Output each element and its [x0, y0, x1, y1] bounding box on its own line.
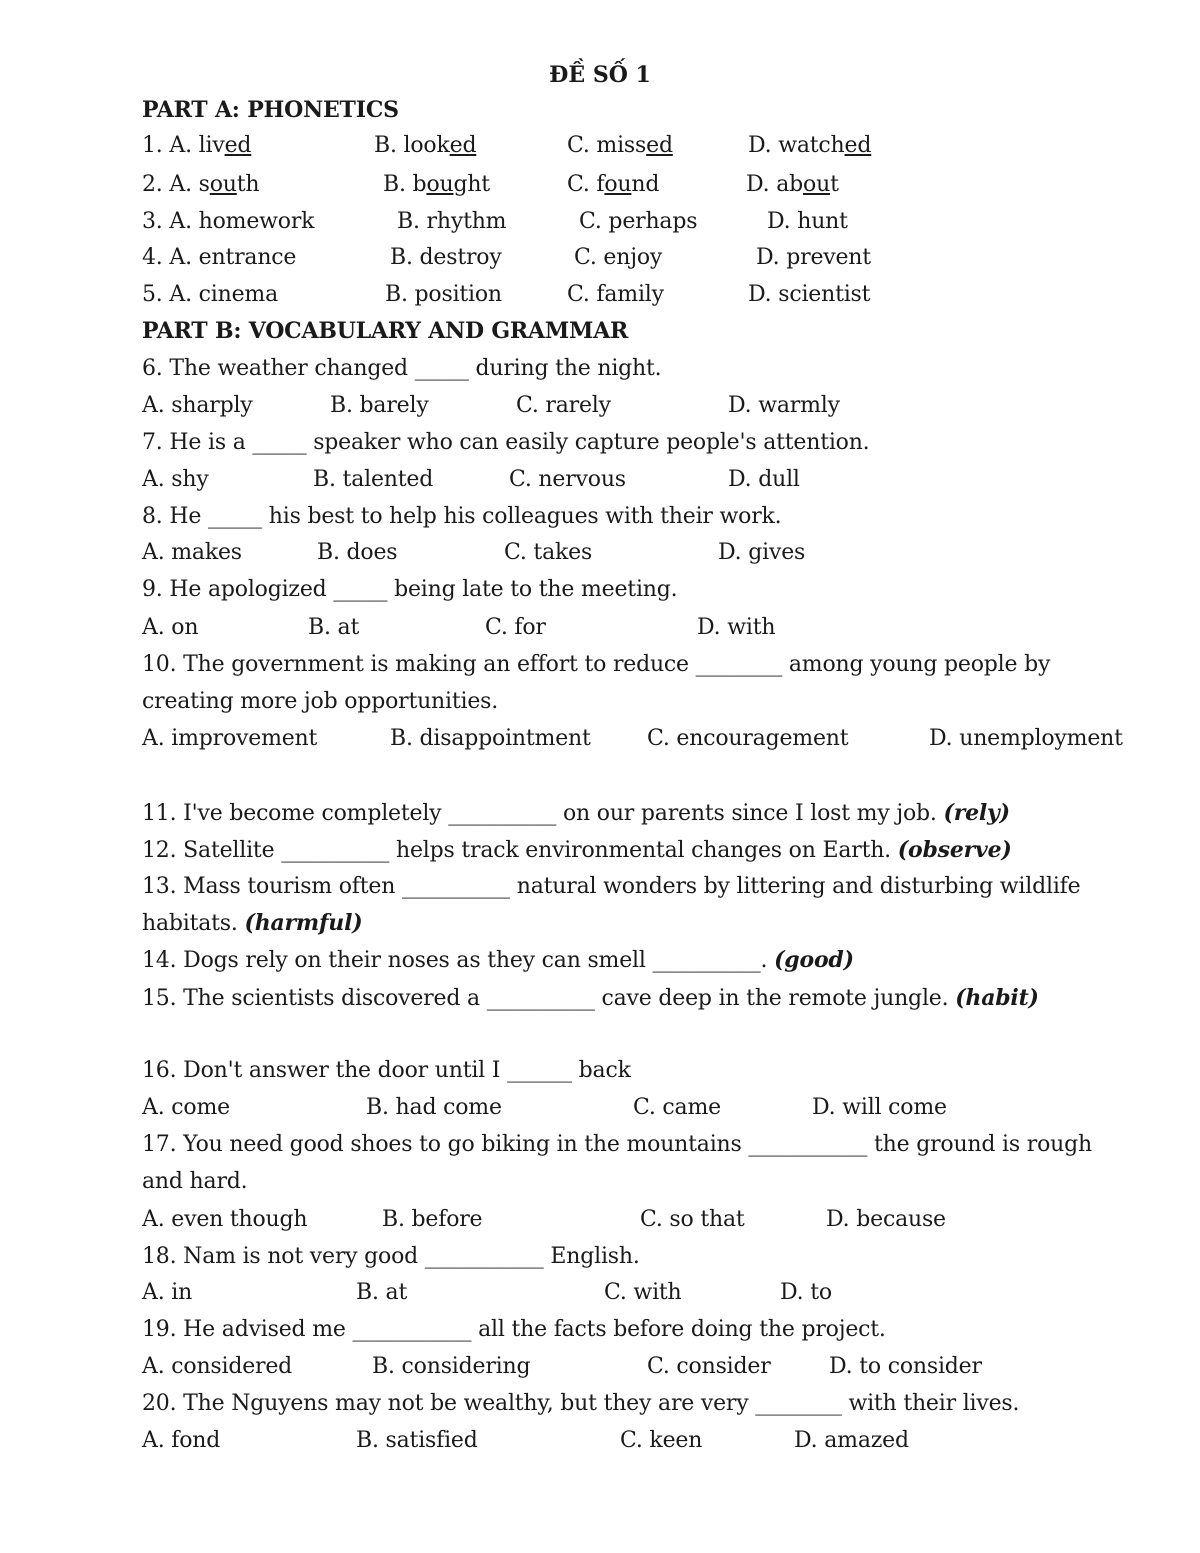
question-10-stem-line-1: 10. The government is making an effort to reduce ________ among young people by	[142, 652, 1051, 677]
option-a: A. makes	[142, 540, 242, 565]
question-11-hint: (rely)	[943, 800, 1010, 826]
option-d: D. with	[697, 615, 776, 640]
question-19-stem: 19. He advised me ___________ all the facts before doing the project.	[142, 1317, 886, 1342]
option-text: D. prevent	[756, 245, 871, 270]
question-18-stem: 18. Nam is not very good ___________ English.	[142, 1244, 640, 1269]
option-text: B. destroy	[390, 245, 502, 270]
underlined-sound: ou	[803, 172, 831, 197]
option-a: A. come	[142, 1095, 230, 1120]
option-c: C. encouragement	[647, 726, 849, 751]
phonetics-question-1	[0, 131, 1200, 161]
option-c	[567, 170, 659, 200]
option-c	[567, 280, 664, 310]
underlined-sound: ed	[844, 133, 872, 158]
option-text: D. scientist	[748, 282, 871, 307]
option-a: A. improvement	[142, 726, 318, 751]
option-c: C. rarely	[516, 393, 611, 418]
option-text-end: nd	[631, 172, 660, 197]
question-14-text: 14. Dogs rely on their noses as they can smell __________.	[142, 948, 775, 973]
option-b	[374, 131, 476, 161]
option-d	[748, 280, 870, 310]
question-18-options	[0, 1278, 1200, 1308]
option-b: B. at	[356, 1280, 408, 1305]
option-b	[390, 243, 502, 273]
option-a: A. on	[142, 615, 199, 640]
option-a: A. sharply	[142, 393, 253, 418]
question-14-hint: (good)	[774, 947, 854, 973]
option-text: B. rhythm	[397, 209, 507, 234]
option-d: D. unemployment	[929, 726, 1123, 751]
question-13-hint: (harmful)	[244, 910, 363, 936]
option-text: C. family	[567, 282, 664, 307]
option-d: D. to	[780, 1280, 832, 1305]
option-c: C. takes	[504, 540, 593, 565]
option-a: A. considered	[142, 1354, 293, 1379]
option-text: A. homework	[169, 209, 315, 234]
option-c: C. came	[633, 1095, 721, 1120]
question-13-line-1: 13. Mass tourism often __________ natural wonders by littering and disturbing wildlife	[142, 874, 1081, 899]
underlined-sound: ed	[449, 133, 477, 158]
question-17-stem-line-1: 17. You need good shoes to go biking in the mountains ___________ the ground is rough	[142, 1132, 1092, 1157]
question-8-options	[0, 538, 1200, 568]
option-a: A. in	[142, 1280, 193, 1305]
question-7-stem: 7. He is a _____ speaker who can easily capture people's attention.	[142, 430, 870, 455]
option-c	[567, 131, 673, 161]
option-a	[142, 207, 314, 237]
question-16-stem: 16. Don't answer the door until I ______ back	[142, 1058, 631, 1083]
option-text-end: th	[236, 172, 260, 197]
option-text: A. liv	[169, 133, 225, 158]
question-20-stem: 20. The Nguyens may not be wealthy, but they are very ________ with their lives.	[142, 1391, 1020, 1416]
question-10-options	[0, 724, 1200, 754]
option-c: C. nervous	[509, 467, 626, 492]
option-b	[385, 280, 502, 310]
option-d: D. because	[826, 1207, 946, 1232]
option-text: C. miss	[567, 133, 647, 158]
option-d	[767, 207, 848, 237]
option-text: A. s	[169, 172, 210, 197]
option-b: B. does	[317, 540, 398, 565]
option-a: A. shy	[142, 467, 209, 492]
question-16-options	[0, 1093, 1200, 1123]
part-b-heading: PART B: VOCABULARY AND GRAMMAR	[142, 318, 629, 344]
question-19-options	[0, 1352, 1200, 1382]
option-c: C. for	[485, 615, 546, 640]
option-text: C. perhaps	[579, 209, 698, 234]
option-b: B. before	[382, 1207, 483, 1232]
option-d: D. amazed	[794, 1428, 909, 1453]
phonetics-question-5	[0, 280, 1200, 310]
option-text-end: ght	[453, 172, 490, 197]
underlined-sound: ed	[224, 133, 252, 158]
underlined-sound: ou	[426, 172, 454, 197]
question-number: 5.	[142, 282, 163, 307]
option-a	[142, 243, 296, 273]
option-c	[579, 207, 697, 237]
option-a: A. fond	[142, 1428, 221, 1453]
option-b: B. had come	[366, 1095, 502, 1120]
question-7-options	[0, 465, 1200, 495]
question-12-text: 12. Satellite __________ helps track environmental changes on Earth.	[142, 838, 898, 863]
question-12	[142, 835, 1012, 866]
question-13-text: habitats.	[142, 911, 245, 936]
question-15-hint: (habit)	[955, 985, 1039, 1011]
option-a	[142, 280, 278, 310]
option-b	[383, 170, 490, 200]
option-b: B. barely	[330, 393, 429, 418]
option-b: B. talented	[313, 467, 434, 492]
question-number: 1.	[142, 133, 163, 158]
option-c: C. so that	[640, 1207, 745, 1232]
option-b: B. disappointment	[390, 726, 591, 751]
part-a-heading: PART A: PHONETICS	[142, 97, 399, 123]
question-number: 3.	[142, 209, 163, 234]
option-d: D. will come	[812, 1095, 947, 1120]
option-text: A. cinema	[169, 282, 278, 307]
option-text: A. entrance	[169, 245, 297, 270]
option-text: B. look	[374, 133, 450, 158]
question-10-stem-line-2: creating more job opportunities.	[142, 689, 499, 714]
option-c: C. consider	[647, 1354, 771, 1379]
question-number: 2.	[142, 172, 163, 197]
option-c: C. with	[604, 1280, 682, 1305]
question-12-hint: (observe)	[897, 837, 1012, 863]
option-text: D. hunt	[767, 209, 848, 234]
option-text-end: t	[830, 172, 839, 197]
option-text: D. watch	[748, 133, 845, 158]
option-a: A. even though	[142, 1207, 308, 1232]
question-6-options	[0, 391, 1200, 421]
option-b	[397, 207, 506, 237]
question-9-stem: 9. He apologized _____ being late to the meeting.	[142, 577, 678, 602]
phonetics-question-3	[0, 207, 1200, 237]
option-text: C. f	[567, 172, 605, 197]
option-text: C. enjoy	[574, 245, 663, 270]
question-20-options	[0, 1426, 1200, 1456]
question-15-text: 15. The scientists discovered a __________ cave deep in the remote jungle.	[142, 986, 956, 1011]
option-d: D. warmly	[728, 393, 840, 418]
question-15	[142, 983, 1039, 1014]
option-d: D. dull	[728, 467, 800, 492]
underlined-sound: ou	[604, 172, 632, 197]
option-text: B. b	[383, 172, 427, 197]
question-17-options	[0, 1205, 1200, 1235]
question-13-line-2	[142, 908, 362, 939]
option-a	[142, 131, 251, 161]
option-a	[142, 170, 259, 200]
option-text: B. position	[385, 282, 502, 307]
question-8-stem: 8. He _____ his best to help his colleagues with their work.	[142, 504, 782, 529]
phonetics-question-2	[0, 170, 1200, 200]
option-c	[574, 243, 662, 273]
option-d: D. gives	[718, 540, 806, 565]
underlined-sound: ed	[646, 133, 673, 158]
option-d	[746, 170, 839, 200]
question-11-text: 11. I've become completely __________ on our parents since I lost my job.	[142, 801, 944, 826]
option-b: B. at	[308, 615, 360, 640]
option-d	[748, 131, 871, 161]
underlined-sound: ou	[209, 172, 237, 197]
question-14	[142, 945, 854, 976]
option-text: D. ab	[746, 172, 804, 197]
option-d: D. to consider	[829, 1354, 982, 1379]
phonetics-question-4	[0, 243, 1200, 273]
option-b: B. considering	[372, 1354, 531, 1379]
question-number: 4.	[142, 245, 163, 270]
page-title: ĐỀ SỐ 1	[549, 62, 651, 88]
question-17-stem-line-2: and hard.	[142, 1169, 248, 1194]
option-b: B. satisfied	[356, 1428, 478, 1453]
option-c: C. keen	[620, 1428, 703, 1453]
option-d	[756, 243, 871, 273]
question-9-options	[0, 613, 1200, 643]
question-11	[142, 798, 1010, 829]
question-6-stem: 6. The weather changed _____ during the night.	[142, 356, 662, 381]
